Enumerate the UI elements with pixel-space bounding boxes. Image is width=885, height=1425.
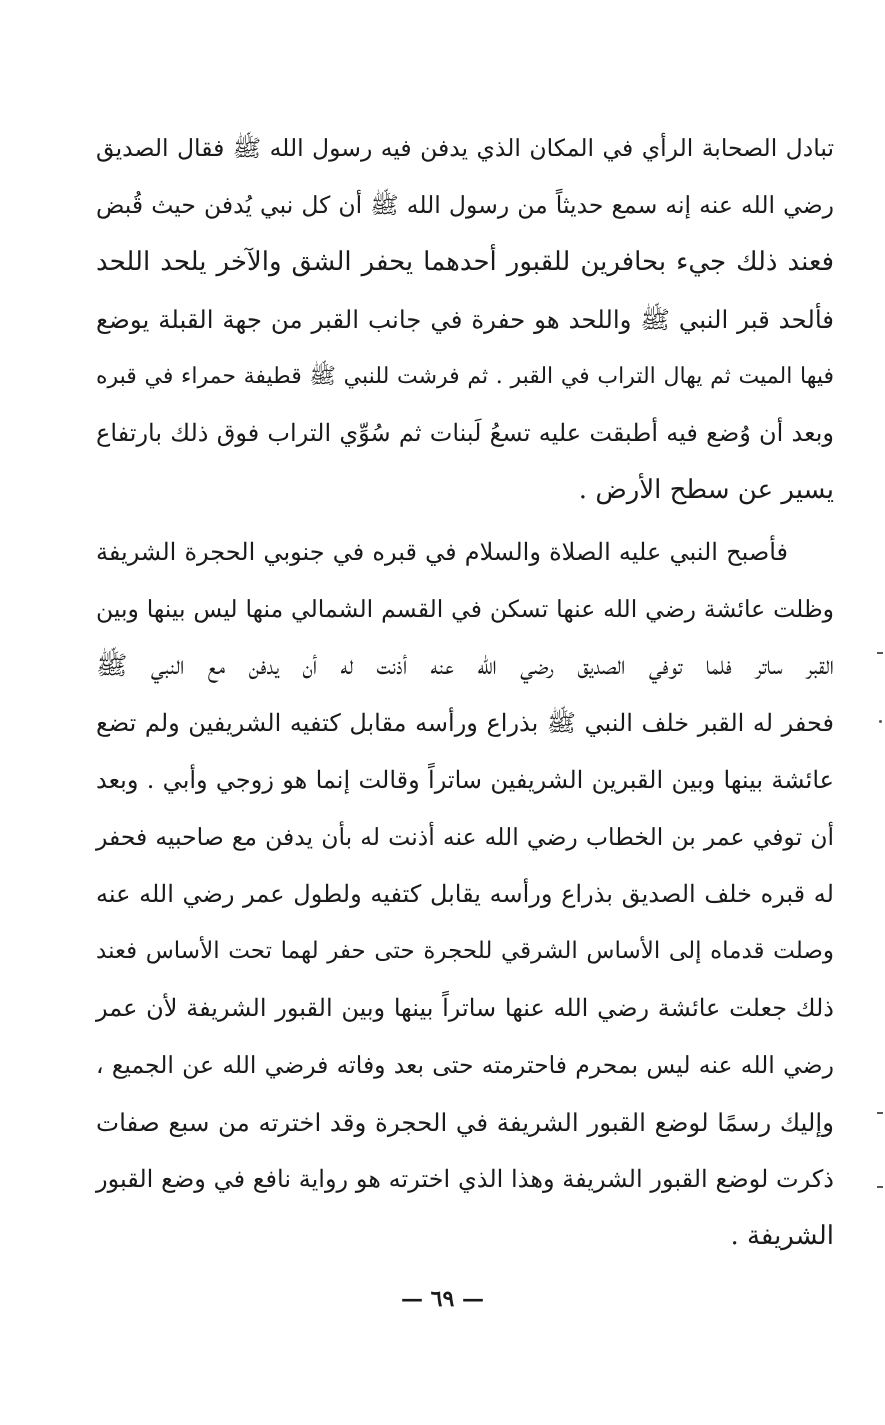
text-line: القبر ساتر فلما توفي الصديق رضي الله عنه أذنت له أن يدفن مع النبي ﷺ [96, 651, 834, 681]
scan-mark [877, 1186, 883, 1188]
text-line: يسير عن سطح الأرض . [578, 475, 834, 505]
text-line: أن توفي عمر بن الخطاب رضي الله عنه أذنت له بأن يدفن مع صاحبيه فحفر [96, 823, 834, 851]
text-line: ذلك جعلت عائشة رضي الله عنها ساتراً بينها وبين القبور الشريفة لأن عمر [96, 994, 834, 1022]
text-line: فحفر له القبر خلف النبي ﷺ بذراع ورأسه مقابل كتفيه الشريفين ولم تضع [96, 709, 834, 737]
text-line: فأصبح النبي عليه الصلاة والسلام في قبره في جنوبي الحجرة الشريفة [96, 538, 788, 566]
text-line: رضي الله عنه ليس بمحرم فاحترمته حتى بعد وفاته فرضي الله عن الجميع ، [96, 1051, 834, 1079]
text-line: وظلت عائشة رضي الله عنها تسكن في القسم الشمالي منها ليس بينها وبين [96, 595, 834, 623]
text-line: رضي الله عنه إنه سمع حديثاً من رسول الله ﷺ أن كل نبي يُدفن حيث قُبض [96, 191, 834, 219]
paragraph-1 [96, 120, 834, 519]
text-line: فيها الميت ثم يهال التراب في القبر . ثم فرشت للنبي ﷺ قطيفة حمراء في قبره [96, 364, 835, 389]
text-line: وبعد أن وُضع فيه أطبقت عليه تسعُ لَبنات ثم سُوِّي التراب فوق ذلك بارتفاع [96, 419, 834, 447]
text-line: ذكرت لوضع القبور الشريفة وهذا الذي اخترته هو رواية نافع في وضع القبور [96, 1165, 834, 1193]
paragraph-2 [96, 524, 834, 1265]
text-line: الشريفة . [730, 1221, 834, 1251]
page-number: — ٦٩ — [401, 1286, 484, 1312]
text-line: له قبره خلف الصديق بذراع ورأسه يقابل كتفيه ولطول عمر رضي الله عنه [96, 880, 834, 908]
text-line: وإليك رسمًا لوضع القبور الشريفة في الحجرة وقد اخترته من سبع صفات [96, 1108, 834, 1137]
text-line: تبادل الصحابة الرأي في المكان الذي يدفن فيه رسول الله ﷺ فقال الصديق [96, 134, 834, 162]
scan-mark [877, 652, 883, 654]
scan-mark [877, 1112, 883, 1114]
text-line: عائشة بينها وبين القبرين الشريفين ساتراً وقالت إنما هو زوجي وأبي . وبعد [96, 766, 834, 794]
text-line: فعند ذلك جيء بحافرين للقبور أحدهما يحفر الشق والآخر يلحد اللحد [96, 247, 834, 277]
text-line: فألحد قبر النبي ﷺ واللحد هو حفرة في جانب القبر من جهة القبلة يوضع [96, 305, 834, 334]
scan-mark [879, 720, 882, 723]
text-line: وصلت قدماه إلى الأساس الشرقي للحجرة حتى حفر لهما تحت الأساس فعند [96, 938, 834, 964]
